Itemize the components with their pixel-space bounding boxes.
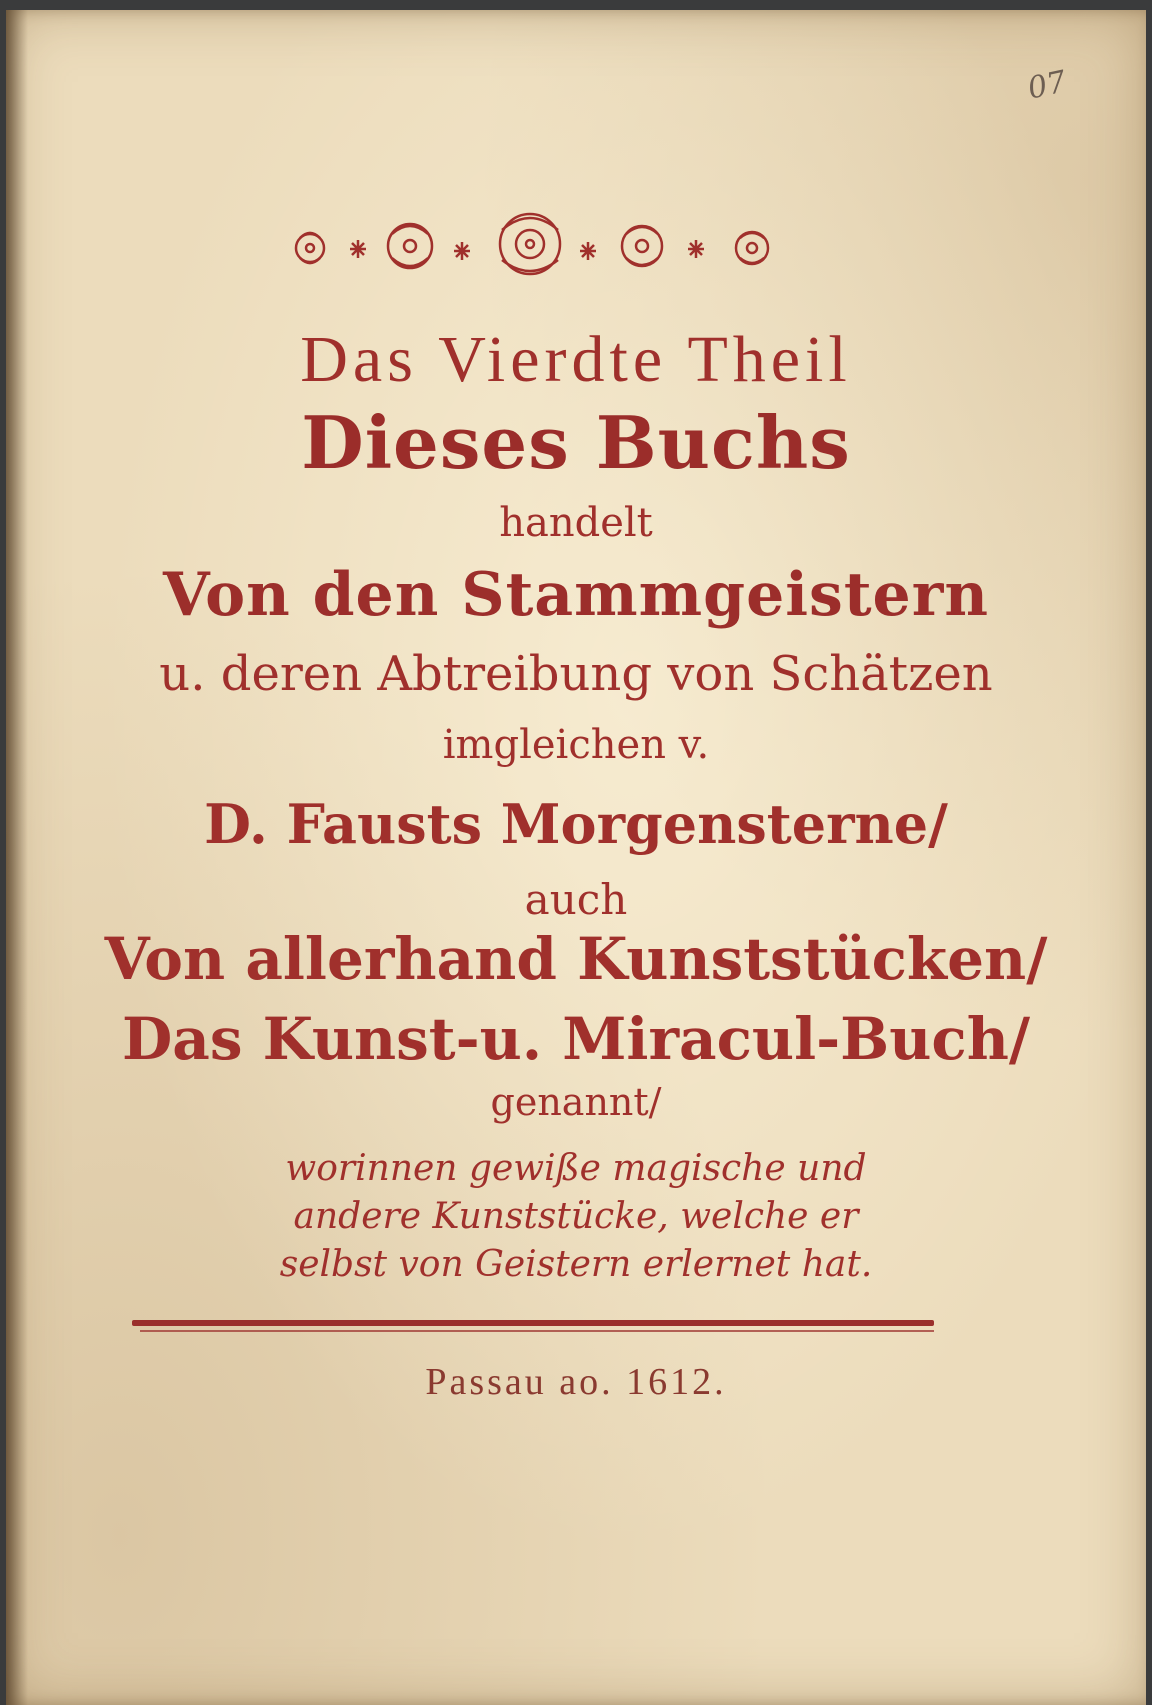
title-line-kunststuecken: Von allerhand Kunststücken/ (104, 925, 1048, 993)
asterisk-icon (454, 242, 470, 260)
title-line-auch: auch (524, 875, 628, 924)
title-line-genannt: genannt/ (490, 1080, 662, 1124)
title-line-abtreibung: u. deren Abtreibung von Schätzen (159, 646, 993, 702)
title-line-geistern: selbst von Geistern erlernet hat. (279, 1244, 873, 1285)
rosette-icon (500, 214, 560, 274)
asterisk-icon (580, 242, 596, 260)
double-rule-bottom (140, 1330, 934, 1332)
asterisk-icon (688, 240, 704, 258)
title-line-stammgeistern: Von den Stammgeistern (163, 560, 989, 630)
title-line-magische: worinnen gewiße magische und (285, 1148, 867, 1189)
rosette-icon (622, 226, 662, 266)
rosette-icon (388, 224, 432, 268)
title-line-miracul-buch: Das Kunst-u. Miracul-Buch/ (121, 1005, 1031, 1073)
title-line-imgleichen: imgleichen v. (442, 722, 710, 768)
imprint-place-date: Passau ao. 1612. (425, 1361, 727, 1403)
folio-number: 07 (1024, 64, 1070, 107)
double-rule-top (132, 1320, 934, 1326)
title-line-andere: andere Kunststücke, welche er (293, 1196, 859, 1237)
floral-ornament-row (270, 210, 810, 280)
page-gutter-shadow (6, 10, 28, 1705)
title-line-handelt: handelt (499, 500, 653, 546)
rosette-icon (296, 233, 324, 263)
title-line-morgensterne: D. Fausts Morgensterne/ (204, 792, 948, 856)
rosette-icon (736, 232, 768, 264)
title-line-dieses-buchs: Dieses Buchs (301, 400, 851, 485)
title-line-das-vierdte-theil: Das Vierdte Theil (300, 323, 852, 396)
asterisk-icon (350, 240, 366, 258)
